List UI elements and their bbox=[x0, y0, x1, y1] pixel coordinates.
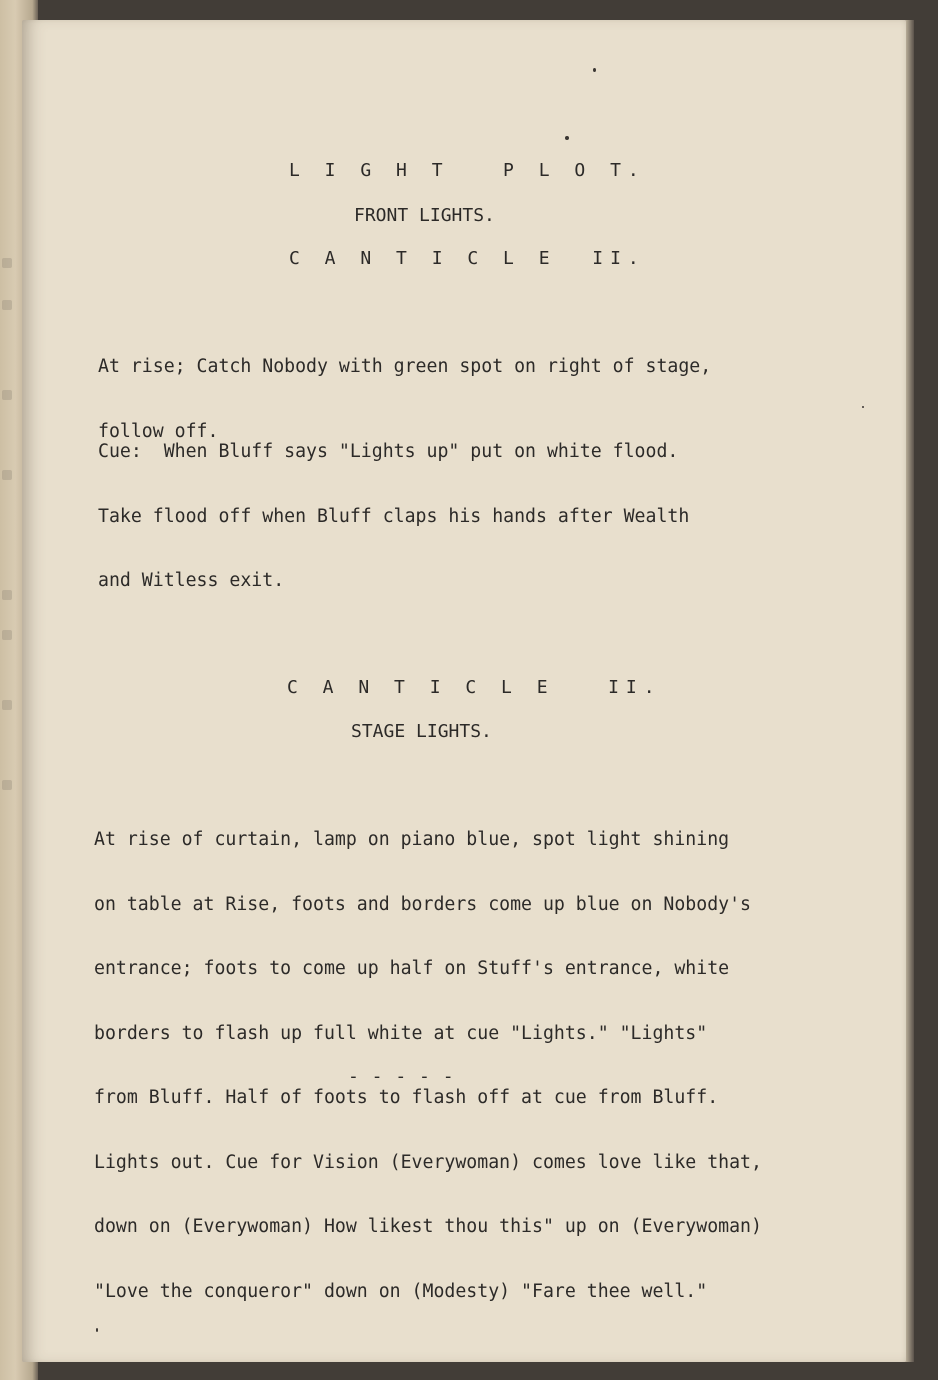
paper-speck bbox=[862, 406, 864, 408]
text-line: Cue: When Bluff says "Lights up" put on white flood. bbox=[98, 441, 679, 462]
text-line: borders to flash up full white at cue "Lights." "Lights" bbox=[94, 1022, 708, 1044]
paper-speck bbox=[593, 68, 596, 72]
stage-canticle-heading: C A N T I C L E II. bbox=[287, 677, 662, 698]
text-line: Lights out. Cue for Vision (Everywoman) comes love like that, bbox=[94, 1151, 762, 1173]
text-line: At rise of curtain, lamp on piano blue, spot light shining bbox=[94, 829, 730, 850]
show-through-mark bbox=[2, 470, 12, 480]
show-through-mark bbox=[2, 700, 12, 710]
text-line: Take flood off when Bluff claps his hands after Wealth bbox=[98, 505, 690, 527]
text-line: from Bluff. Half of foots to flash off at cue from Bluff. bbox=[94, 1087, 719, 1108]
front-lights-heading: FRONT LIGHTS. bbox=[354, 205, 495, 226]
stage-lights-heading: STAGE LIGHTS. bbox=[351, 721, 492, 742]
front-paragraph bbox=[98, 398, 689, 635]
show-through-mark bbox=[2, 780, 12, 790]
text-line: At rise; Catch Nobody with green spot on right of stage, bbox=[98, 356, 712, 377]
paper-speck bbox=[565, 136, 569, 140]
text-line: "Love the conqueror" down on (Modesty) "Fare thee well." bbox=[94, 1280, 708, 1302]
show-through-mark bbox=[2, 258, 12, 268]
page-title: L I G H T P L O T. bbox=[289, 160, 646, 181]
show-through-mark bbox=[2, 630, 12, 640]
text-line: down on (Everywoman) How likest thou this" up on (Everywoman) bbox=[94, 1216, 762, 1237]
text-line: and Witless exit. bbox=[98, 570, 285, 591]
text-line: on table at Rise, foots and borders come up blue on Nobody's bbox=[94, 893, 751, 915]
text-line: follow off. bbox=[98, 420, 219, 442]
end-mark: - - - - - bbox=[348, 1066, 455, 1087]
page-edge-shadow bbox=[906, 20, 914, 1362]
text-line: entrance; foots to come up half on Stuff's entrance, white bbox=[94, 958, 730, 979]
show-through-mark bbox=[2, 300, 12, 310]
show-through-mark bbox=[2, 390, 12, 400]
show-through-mark bbox=[2, 590, 12, 600]
front-canticle-heading: C A N T I C L E II. bbox=[289, 248, 646, 269]
